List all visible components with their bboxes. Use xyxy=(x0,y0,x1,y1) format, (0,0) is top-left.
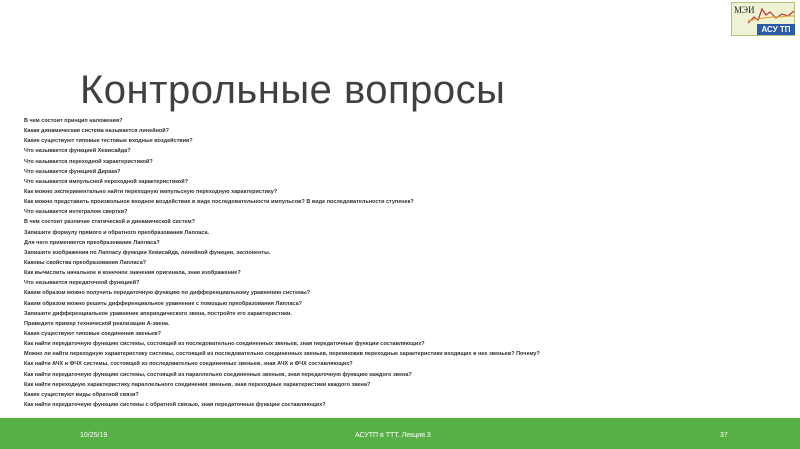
question-item: Что называется интегралом свертки? xyxy=(24,209,128,216)
question-item: Приведите пример технической реализации А-звена. xyxy=(24,320,170,327)
question-item: Как найти передаточную функцию системы с обратной связью, зная передаточные функции составляющих? xyxy=(24,401,326,408)
slide-footer xyxy=(0,418,800,449)
question-item: Запишите формулу прямого и обратного преобразования Лапласа. xyxy=(24,229,210,236)
logo-mei-text: МЭИ xyxy=(734,5,755,15)
question-item: Какая динамическая система называется линейной? xyxy=(24,128,169,135)
question-item: Что называется импульсной переходной характеристикой? xyxy=(24,178,189,185)
question-item: Каковы свойства преобразования Лапласа? xyxy=(24,259,147,266)
question-item: Для чего применяется преобразование Лапласа? xyxy=(24,239,160,246)
question-item: Какие существуют типовые соединения звеньев? xyxy=(24,330,161,337)
question-item: Какие существуют виды обратной связи? xyxy=(24,391,139,398)
question-item: Можно ли найти переходную характеристику системы, состоящей из последовательно соединенных звеньев, перемножив переходные характеристики входящих в нее звеньев? Почему? xyxy=(24,351,540,358)
question-item: Каким образом можно получить передаточную функцию по дифференциальному уравнению системы? xyxy=(24,290,311,297)
question-item: Как вычислить начальное и конечное значения оригинала, зная изображение? xyxy=(24,270,241,277)
footer-course: АСУТП в ТТТ. Лекция 3 xyxy=(355,432,431,439)
question-item: Запишите дифференциальное уравнение апериодического звена, постройте его характеристики. xyxy=(24,310,292,317)
question-item: В чем состоит различие статической и динамической систем? xyxy=(24,219,195,226)
question-item: Как найти АЧХ и ФЧХ системы, состоящей из последовательно соединенных звеньев, зная АЧХ и ФЧХ составляющих? xyxy=(24,361,353,368)
question-item: Как можно представить произвольное входное воздействие в виде последовательности импульсов? В виде последовательности ступенек? xyxy=(24,199,414,206)
slide-title: Контрольные вопросы xyxy=(80,68,506,112)
question-item: Какие существуют типовые тестовые входные воздействия? xyxy=(24,138,193,145)
question-item: В чем состоит принцип наложения? xyxy=(24,118,123,124)
questions-list xyxy=(24,116,784,410)
question-item: Как найти переходную характеристику параллельного соединения звеньев, зная переходные характеристики каждого звена? xyxy=(24,381,371,388)
question-item: Как можно экспериментально найти переходную импульсную переходную характеристику? xyxy=(24,188,278,195)
question-item: Как найти передаточную функцию системы, состоящей из последовательно соединенных звеньев, зная передаточные функции составляющих? xyxy=(24,341,425,348)
question-item: Что называется функцией Дирака? xyxy=(24,168,121,175)
question-item: Каким образом можно решить дифференциальное уравнение с помощью преобразования Лапласа? xyxy=(24,300,302,307)
question-item: Как найти передаточную функцию системы, состоящей из параллельно соединенных звеньев, зная передаточную функцию каждого звена? xyxy=(24,371,412,378)
footer-date: 10/25/19 xyxy=(80,432,108,439)
question-item: Что называется передаточной функцией? xyxy=(24,280,140,287)
mei-asutp-logo xyxy=(731,2,795,36)
question-item: Что называется переходной характеристикой? xyxy=(24,158,153,165)
question-item: Запишите изображения по Лапласу функции Хевисайда, линейной функции, экспоненты. xyxy=(24,249,271,256)
question-item: Что называется функцией Хевисайда? xyxy=(24,148,131,155)
slide-number: 37 xyxy=(720,432,728,439)
logo-brand-text: АСУ ТП xyxy=(757,24,795,35)
